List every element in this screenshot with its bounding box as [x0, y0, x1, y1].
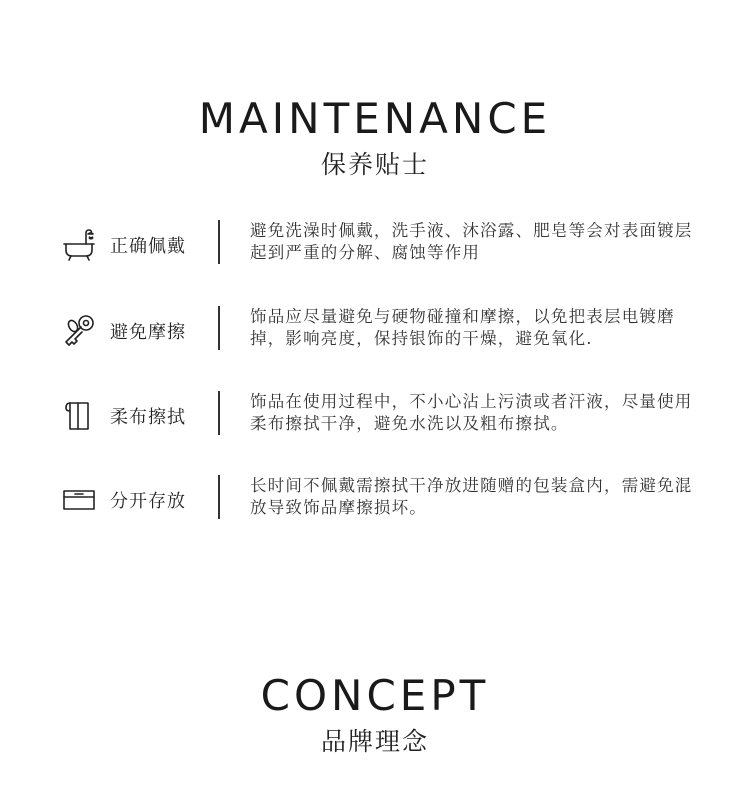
- item-description: 长时间不佩戴需擦拭干净放进随赠的包装盒内，需避免混放导致饰品摩擦损坏。: [250, 476, 693, 517]
- maintenance-subtitle: 保养贴士: [320, 150, 429, 179]
- key-ring-icon: [60, 312, 98, 350]
- divider: [218, 475, 220, 519]
- item-description: 饰品应尽量避免与硬物碰撞和摩擦，以免把表层电镀磨掉，影响亮度，保持银饰的干燥，避免氧化.: [250, 307, 675, 348]
- divider: [218, 220, 220, 264]
- maintenance-item-friction: [0, 307, 750, 372]
- concept-title: CONCEPT: [260, 671, 490, 720]
- maintenance-item-wear: [0, 221, 750, 286]
- item-label: 正确佩戴: [110, 236, 186, 257]
- bathtub-icon: [60, 226, 98, 264]
- item-label: 避免摩擦: [110, 322, 186, 343]
- item-description: 饰品在使用过程中，不小心沾上污渍或者汗液，尽量使用柔布擦拭干净，避免水洗以及粗布擦拭。: [250, 392, 693, 433]
- item-label: 柔布擦拭: [110, 407, 186, 428]
- divider: [218, 391, 220, 435]
- maintenance-title: MAINTENANCE: [198, 94, 552, 143]
- maintenance-item-wipe: [0, 392, 750, 457]
- towel-icon: [60, 397, 98, 435]
- divider: [218, 306, 220, 350]
- item-description: 避免洗澡时佩戴，洗手液、沐浴露、肥皂等会对表面镀层起到严重的分解、腐蚀等作用: [250, 221, 693, 262]
- storage-box-icon: [60, 481, 98, 519]
- maintenance-item-storage: [0, 476, 750, 541]
- item-label: 分开存放: [110, 491, 186, 512]
- concept-subtitle: 品牌理念: [320, 727, 429, 756]
